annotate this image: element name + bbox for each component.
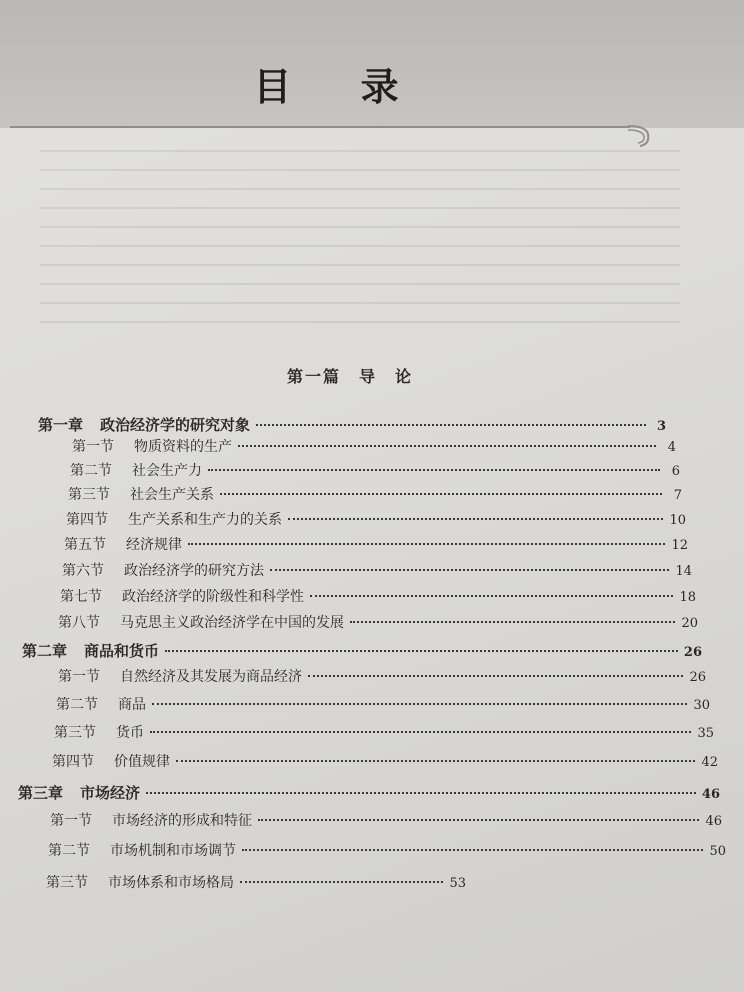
page-number: 26 (683, 645, 702, 660)
section-title: 价值规律 (114, 754, 170, 770)
page-number: 18 (679, 590, 696, 605)
toc-section[interactable] (60, 586, 696, 606)
section-label: 第五节 (64, 537, 106, 553)
page-number: 42 (701, 755, 718, 770)
dot-leader (208, 469, 660, 471)
section-label: 第一节 (72, 439, 114, 455)
section-label: 第四节 (66, 512, 108, 528)
page-number: 46 (701, 787, 720, 802)
dot-leader (350, 621, 675, 623)
section-title: 马克思主义政治经济学在中国的发展 (120, 615, 344, 631)
dot-leader (165, 650, 678, 652)
dot-leader (310, 595, 673, 597)
dot-leader (242, 849, 703, 851)
toc-section[interactable] (68, 484, 682, 504)
section-label: 第三节 (54, 725, 96, 741)
section-label: 第六节 (62, 563, 104, 579)
chapter-title: 政治经济学的研究对象 (100, 416, 251, 434)
page-number: 3 (656, 419, 666, 434)
dot-leader (220, 493, 662, 495)
section-label: 第八节 (58, 615, 100, 631)
page-number: 30 (693, 698, 710, 713)
chapter-label: 第二章 (22, 642, 68, 660)
chapter-title: 市场经济 (80, 784, 141, 802)
section-title: 物质资料的生产 (134, 439, 232, 455)
section-title: 生产关系和生产力的关系 (128, 512, 282, 528)
dot-leader (146, 792, 696, 794)
section-label: 第一节 (58, 669, 100, 685)
toc-section[interactable] (72, 436, 676, 456)
section-title: 商品 (118, 697, 146, 713)
section-title: 政治经济学的研究方法 (124, 563, 264, 579)
page-number: 14 (675, 564, 692, 579)
section-title: 社会生产关系 (130, 487, 214, 503)
toc-section[interactable] (58, 612, 698, 632)
section-title: 社会生产力 (132, 463, 202, 479)
section-label: 第二节 (56, 697, 98, 713)
section-label: 第一节 (50, 813, 92, 829)
dot-leader (258, 819, 699, 821)
section-label: 第三节 (68, 487, 110, 503)
dot-leader (152, 703, 687, 705)
page-number: 26 (689, 670, 706, 685)
toc-chapter-3[interactable] (18, 782, 720, 803)
toc-section[interactable] (66, 509, 686, 529)
dot-leader (270, 569, 669, 571)
section-label: 第二节 (70, 463, 112, 479)
dot-leader (176, 760, 695, 762)
page-number: 35 (697, 726, 714, 741)
page-number: 20 (681, 616, 698, 631)
section-title: 货币 (116, 725, 144, 741)
section-label: 第四节 (52, 754, 94, 770)
section-title: 自然经济及其发展为商品经济 (120, 669, 302, 685)
toc-section[interactable] (52, 751, 718, 771)
chapter-label: 第三章 (18, 784, 64, 802)
toc-section[interactable] (54, 722, 714, 742)
page-number: 7 (673, 488, 682, 503)
section-label: 第三节 (46, 875, 88, 891)
page-number: 6 (671, 464, 680, 479)
toc-section[interactable] (70, 460, 680, 480)
toc-section[interactable] (50, 810, 722, 830)
toc-chapter-1[interactable] (38, 414, 666, 435)
toc-section[interactable] (64, 534, 688, 554)
dot-leader (238, 445, 656, 447)
toc-section[interactable] (46, 872, 466, 892)
toc-section[interactable] (48, 840, 726, 860)
page-number: 12 (671, 538, 688, 553)
chapter-title: 商品和货币 (84, 642, 160, 660)
toc-section[interactable] (58, 666, 706, 686)
part-title: 第一篇 导 论 (286, 367, 413, 386)
dot-leader (256, 424, 646, 426)
section-title: 市场经济的形成和特征 (112, 813, 252, 829)
dot-leader (150, 731, 691, 733)
page-title: 目 录 (253, 64, 427, 109)
page-number: 50 (709, 844, 726, 859)
section-label: 第七节 (60, 589, 102, 605)
toc-section[interactable] (62, 560, 692, 580)
page-number: 46 (705, 814, 722, 829)
section-label: 第二节 (48, 843, 90, 859)
section-title: 市场机制和市场调节 (110, 843, 236, 859)
dot-leader (240, 881, 443, 883)
page-number: 10 (669, 513, 686, 528)
chapter-label: 第一章 (38, 416, 84, 434)
toc-section[interactable] (56, 694, 710, 714)
section-title: 政治经济学的阶级性和科学性 (122, 589, 304, 605)
toc-chapter-2[interactable] (22, 640, 702, 661)
section-title: 市场体系和市场格局 (108, 875, 234, 891)
section-title: 经济规律 (126, 537, 182, 553)
page-number: 53 (449, 876, 466, 891)
page-number: 4 (667, 440, 676, 455)
dot-leader (308, 675, 683, 677)
dot-leader (188, 543, 665, 545)
dot-leader (288, 518, 663, 520)
